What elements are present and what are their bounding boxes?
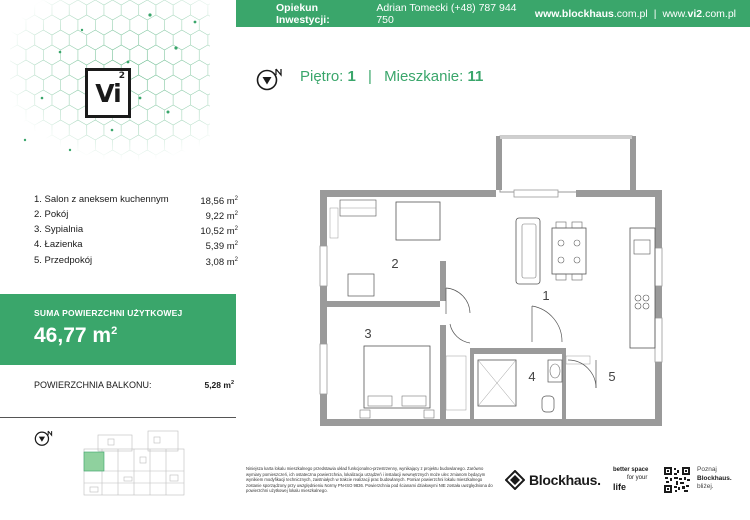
room-area: 5,39 $m^2$ xyxy=(205,241,238,253)
room-row xyxy=(34,238,238,253)
qr-code[interactable] xyxy=(664,467,690,493)
room-name: 4. Łazienka xyxy=(34,239,83,251)
room-number-1: 1 xyxy=(542,288,550,303)
room-number-4: 4 xyxy=(528,369,536,384)
room-number-2: 2 xyxy=(391,256,399,271)
logo-superscript: 2 xyxy=(118,71,125,81)
top-contact-bar xyxy=(236,0,750,27)
room-name: 1. Salon z aneksem kuchennym xyxy=(34,194,169,205)
brand-call-to-action: Poznaj Blockhaus. bliżej. xyxy=(697,466,732,490)
investor-label: Opiekun Inwestycji: xyxy=(276,1,330,26)
balcony-value: 5,28 $m^2$ xyxy=(204,380,234,390)
logo-text: Vi xyxy=(95,78,121,108)
total-area-box xyxy=(0,294,236,365)
room-row xyxy=(34,254,238,269)
brand-tagline: better space for your life xyxy=(613,467,649,492)
room-row xyxy=(34,193,238,208)
room-row xyxy=(34,208,238,223)
balcony-label: POWIERZCHNIA BALKONU: xyxy=(34,380,152,390)
room-name: 3. Sypialnia xyxy=(34,224,84,236)
divider xyxy=(0,417,236,418)
website-vi2-link[interactable]: www.vi2.com.pl xyxy=(662,7,736,20)
apartment-label: Mieszkanie: xyxy=(384,68,464,85)
floor-value: 1 xyxy=(347,68,356,85)
room-list xyxy=(34,193,238,269)
floor-apartment-info xyxy=(300,68,483,85)
floor-label: Piętro: xyxy=(300,68,344,85)
room-area: 18,56 $m^2$ xyxy=(200,196,238,208)
balcony-area xyxy=(34,380,234,390)
building-key-plan xyxy=(78,427,190,503)
compass-small-icon xyxy=(34,429,54,447)
apartment-floor-plan xyxy=(300,128,680,428)
blockhaus-mark-icon xyxy=(505,470,525,490)
vi2-logo xyxy=(85,68,131,118)
room-area: 10,52 $m^2$ xyxy=(200,226,238,238)
total-area-label: SUMA POWIERZCHNI UŻYTKOWEJ xyxy=(34,308,183,318)
room-area: 9,22 $m^2$ xyxy=(205,211,238,223)
room-name: 5. Przedpokój xyxy=(34,254,93,266)
room-number-3: 3 xyxy=(364,326,372,341)
floor-info-separator: | xyxy=(368,68,372,85)
brand-name: Blockhaus. xyxy=(529,472,601,488)
compass-north-icon xyxy=(256,66,284,92)
room-name: 2. Pokój xyxy=(34,209,69,221)
disclaimer-text: Niniejsza karta lokalu mieszkalnego przedstawia układ funkcjonalno-przestrzenny, wynikający z projektu budowlanego. Zarówno wymiary pomieszczeń, ich ostateczna powierzchnia, lokalizacja urządzeń i instalacji wewnętrznych może ulec zmianom będącym wynikiem modyfikacji technicznych, zaistniałych w trakcie realizacji prac budowlanych. Pomiar powierzchni lokalu mieszkalnego zostanie sporządzony przy uwzględnieniu Normy PN-ISO 9836. Powierzchnia pod ścianami działowymi NIE została uwzględniona do powierzchni użytkowej lokalu mieszkalnego. xyxy=(246,466,493,494)
room-number-5: 5 xyxy=(608,369,616,384)
blockhaus-logo xyxy=(505,470,601,490)
total-area-value: 46,77 $m^2$ xyxy=(34,324,118,347)
room-area: 3,08 $m^2$ xyxy=(205,256,238,268)
website-blockhaus-link[interactable]: www.blockhaus.com.pl xyxy=(534,7,648,20)
investor-contact: Adrian Tomecki (+48) 787 944 750 xyxy=(376,1,517,26)
apartment-value: 11 xyxy=(467,68,484,85)
header-separator: | xyxy=(653,7,657,20)
room-row xyxy=(34,223,238,238)
